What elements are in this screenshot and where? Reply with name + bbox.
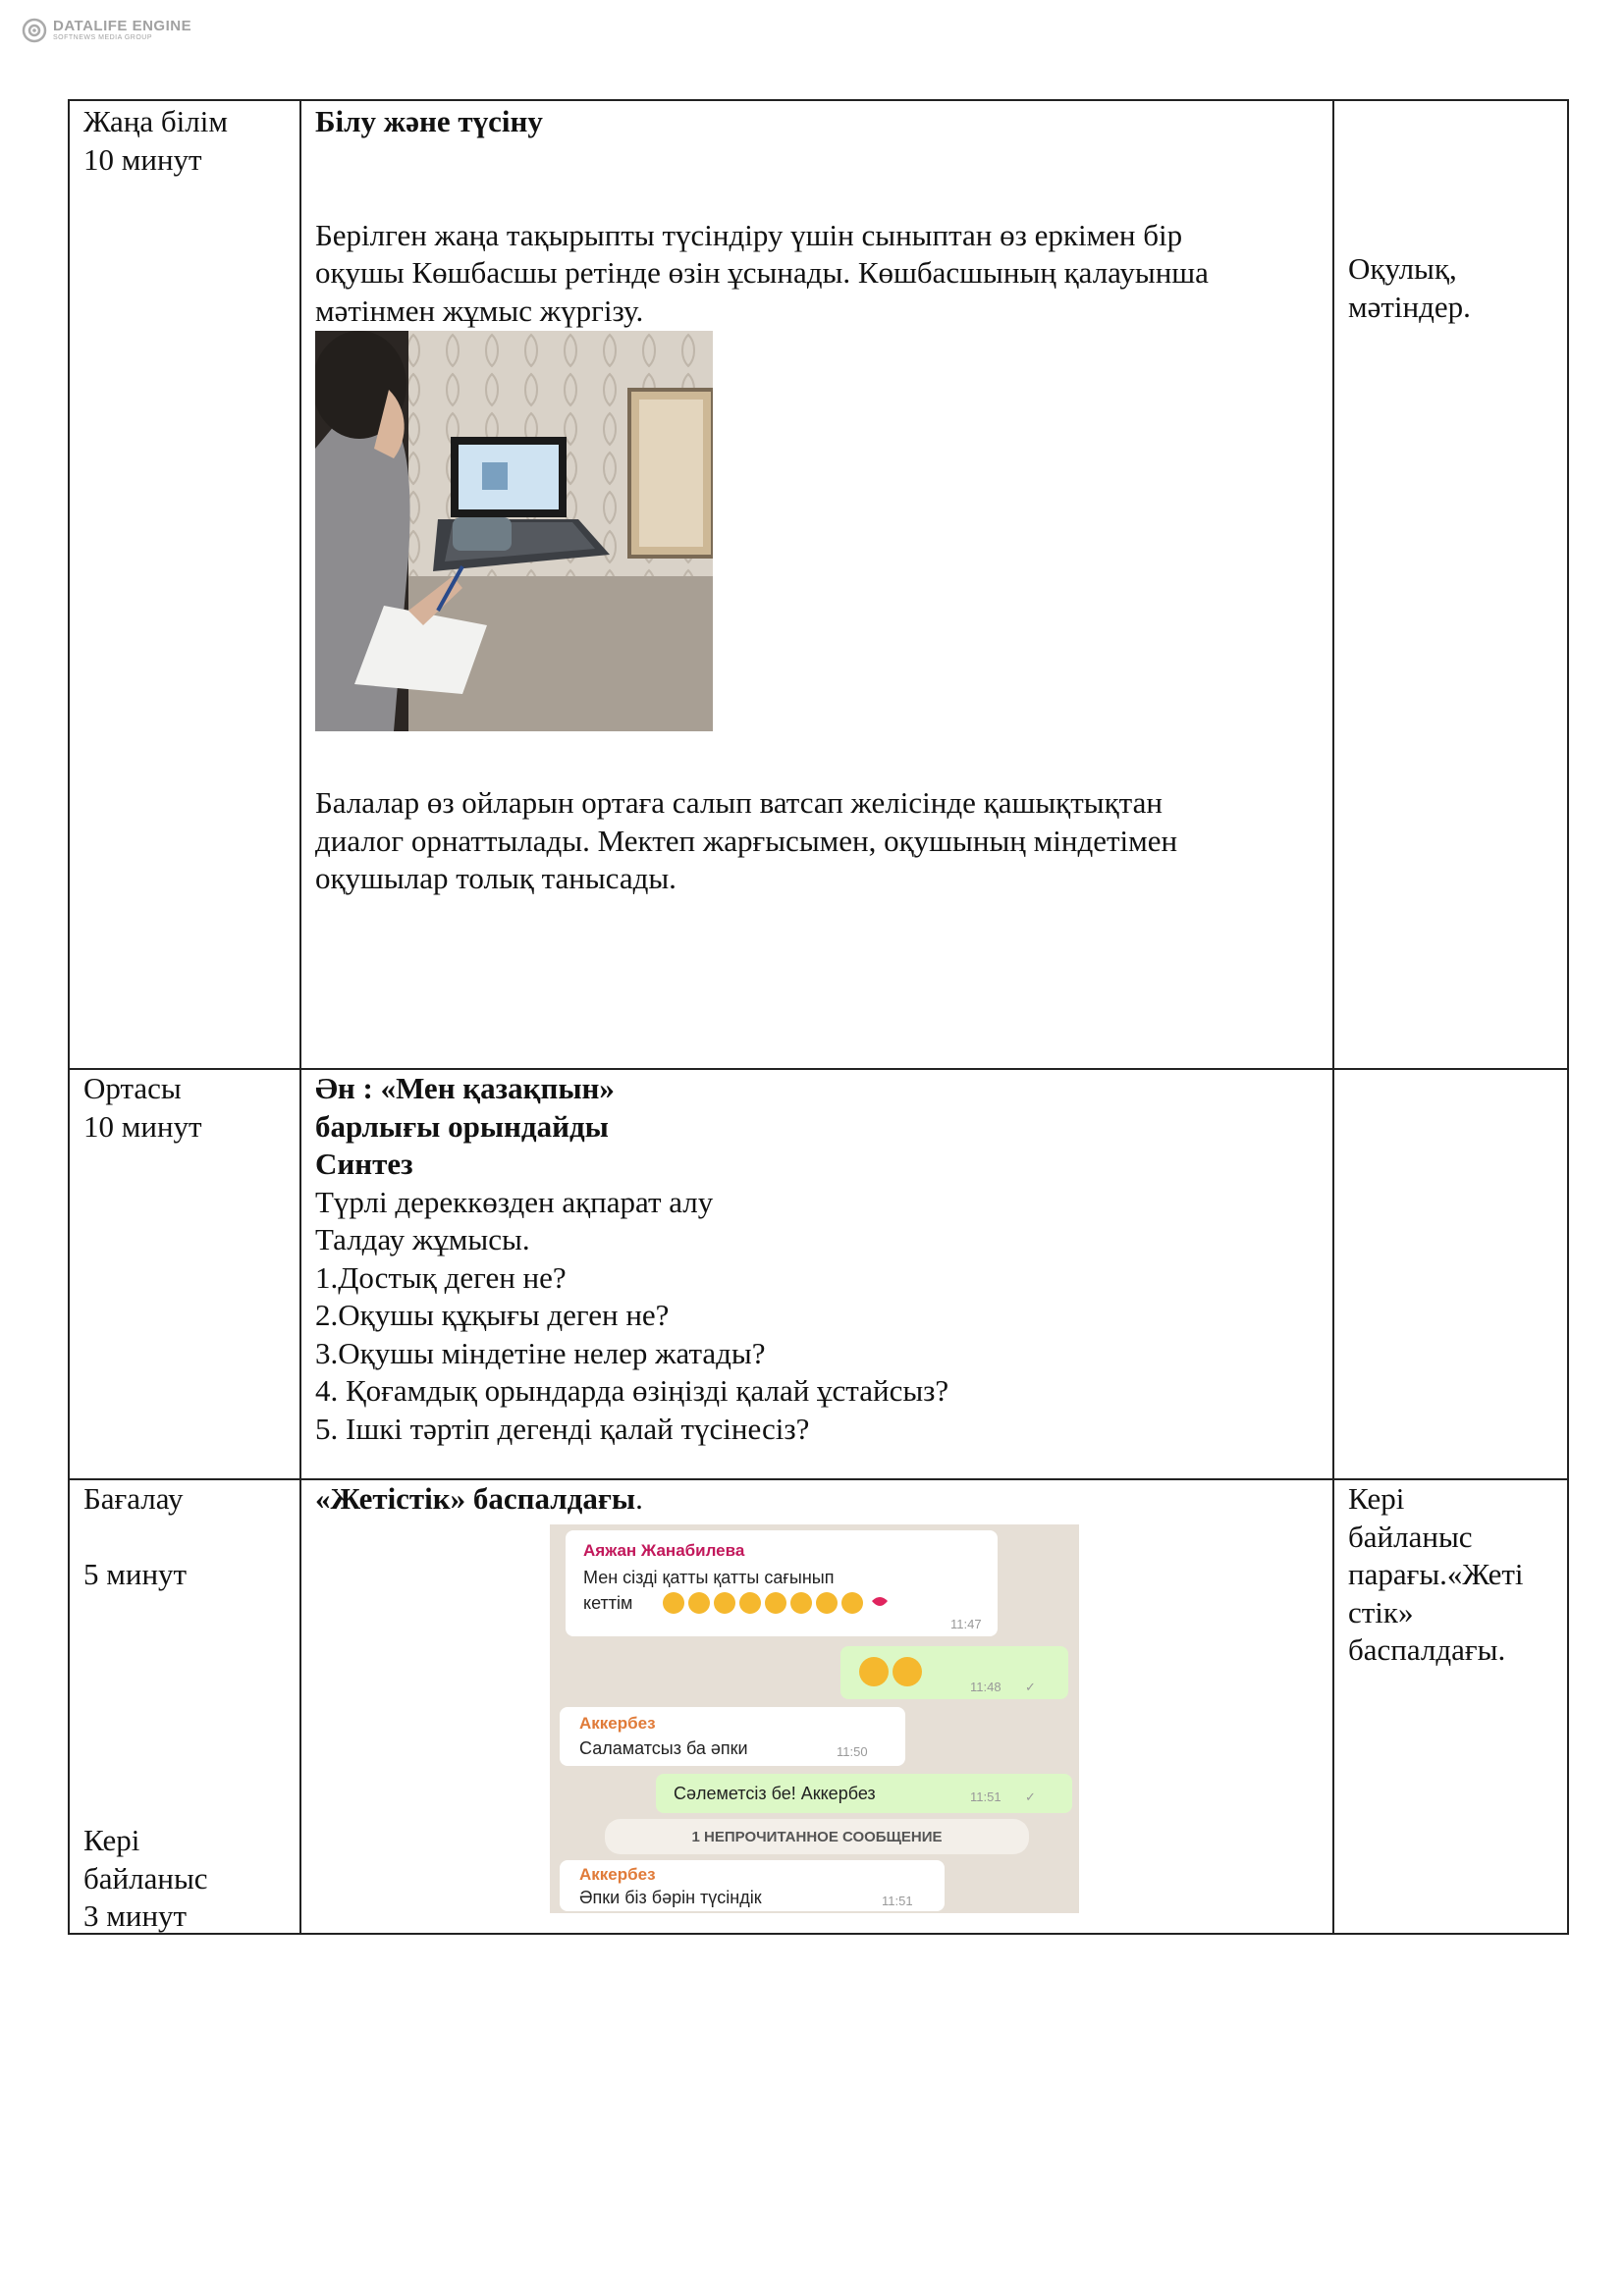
sender-name: Аяжан Жанабилева xyxy=(583,1540,745,1560)
resources-cell xyxy=(1333,1069,1568,1479)
bold-line: барлығы орындайды xyxy=(315,1108,609,1144)
timestamp: 11:50 xyxy=(837,1743,868,1759)
check-icon: ✓ xyxy=(1025,1679,1036,1694)
resource-line: парағы.«Жеті xyxy=(1348,1557,1524,1591)
check-icon: ✓ xyxy=(1025,1789,1036,1804)
stage-name: Жаңа білім xyxy=(83,104,228,138)
student-laptop-photo xyxy=(315,331,713,731)
activity-cell xyxy=(300,1479,1333,1934)
question-line: 1.Достық деген не? xyxy=(315,1259,567,1295)
message-text: кеттім xyxy=(583,1592,633,1613)
question-line: 5. Ішкі тәртіп дегенді қалай түсінесіз? xyxy=(315,1411,810,1446)
feedback-label: Кері байланыс 3 минут xyxy=(83,1823,208,1933)
emoji-icon xyxy=(859,1657,889,1686)
emoji-icon xyxy=(893,1657,922,1686)
unread-banner: 1 НЕПРОЧИТАННОЕ СООБЩЕНИЕ xyxy=(691,1828,943,1845)
sender-name: Аккербез xyxy=(579,1864,656,1884)
activity-cell xyxy=(300,100,1333,1069)
sender-name: Аккербез xyxy=(579,1713,656,1733)
timestamp: 11:48 xyxy=(970,1679,1001,1694)
lesson-plan-table xyxy=(68,99,1569,1935)
activity-cell xyxy=(300,1069,1333,1479)
paragraph-line: диалог орнаттылады. Мектеп жарғысымен, оқушының міндетімен xyxy=(315,823,1178,858)
paragraph-line: Балалар өз ойларын ортаға салып ватсап желісінде қашықтықтан xyxy=(315,785,1163,820)
section-heading: «Жетістік» баспалдағы. xyxy=(315,1481,643,1516)
message-text: Саламатсыз ба әпки xyxy=(579,1737,748,1758)
stage-duration: 10 минут xyxy=(83,1108,202,1144)
stage-duration: 5 минут xyxy=(83,1557,188,1591)
resources-cell xyxy=(1333,1479,1568,1934)
resource-line: Кері xyxy=(1348,1481,1405,1516)
stage-cell xyxy=(69,100,300,1069)
paragraph-line: оқушылар толық танысады. xyxy=(315,861,677,895)
table-row xyxy=(69,100,1568,1069)
question-line: 4. Қоғамдық орындарда өзіңізді қалай ұстайсыз? xyxy=(315,1373,949,1408)
paragraph-line: Берілген жаңа тақырыпты түсіндіру үшін сыныптан өз еркімен бір xyxy=(315,217,1183,252)
resource-line: мәтіндер. xyxy=(1348,289,1471,324)
stage-name: Ортасы xyxy=(83,1071,182,1105)
stage-name: Бағалау xyxy=(83,1481,184,1516)
paragraph-line: мәтінмен жұмыс жүргізу. xyxy=(315,293,644,328)
timestamp: 11:51 xyxy=(970,1789,1001,1804)
stage-cell xyxy=(69,1479,300,1934)
table-row xyxy=(69,1479,1568,1934)
timestamp: 11:47 xyxy=(950,1616,982,1631)
text-line: Түрлі дереккөзден ақпарат алу xyxy=(315,1184,714,1219)
song-title: Ән : «Мен қазақпын» xyxy=(315,1071,615,1105)
emoji-row-icon xyxy=(663,1592,888,1614)
table-row xyxy=(69,1069,1568,1479)
message-text: Мен сізді қатты қатты сағынып xyxy=(583,1567,835,1587)
watermark-subtitle: SOFTNEWS MEDIA GROUP xyxy=(53,34,153,41)
resource-line: баспалдағы. xyxy=(1348,1632,1506,1667)
question-line: 2.Оқушы құқығы деген не? xyxy=(315,1298,670,1332)
message-text: Сәлеметсіз бе! Аккербез xyxy=(674,1783,876,1803)
stage-cell xyxy=(69,1069,300,1479)
resources-cell xyxy=(1333,100,1568,1069)
resource-line: стік» xyxy=(1348,1594,1414,1629)
watermark xyxy=(22,18,191,43)
message-text: Әпки біз бәрін түсіндік xyxy=(579,1887,762,1907)
whatsapp-chat-screenshot xyxy=(550,1524,1079,1913)
stage-duration: 10 минут xyxy=(83,141,202,177)
timestamp: 11:51 xyxy=(882,1893,913,1908)
eye-logo-icon xyxy=(22,18,47,43)
text-line: Талдау жұмысы. xyxy=(315,1222,530,1256)
watermark-title: DATALIFE ENGINE xyxy=(53,18,192,34)
resource-line: байланыс xyxy=(1348,1519,1473,1554)
bold-line: Синтез xyxy=(315,1147,413,1181)
section-heading: Білу және түсіну xyxy=(315,104,543,138)
paragraph-line: оқушы Көшбасшы ретінде өзін ұсынады. Көшбасшының қалауынша xyxy=(315,255,1209,290)
resource-line: Оқулық, xyxy=(1348,251,1457,286)
question-line: 3.Оқушы міндетіне нелер жатады? xyxy=(315,1335,766,1370)
